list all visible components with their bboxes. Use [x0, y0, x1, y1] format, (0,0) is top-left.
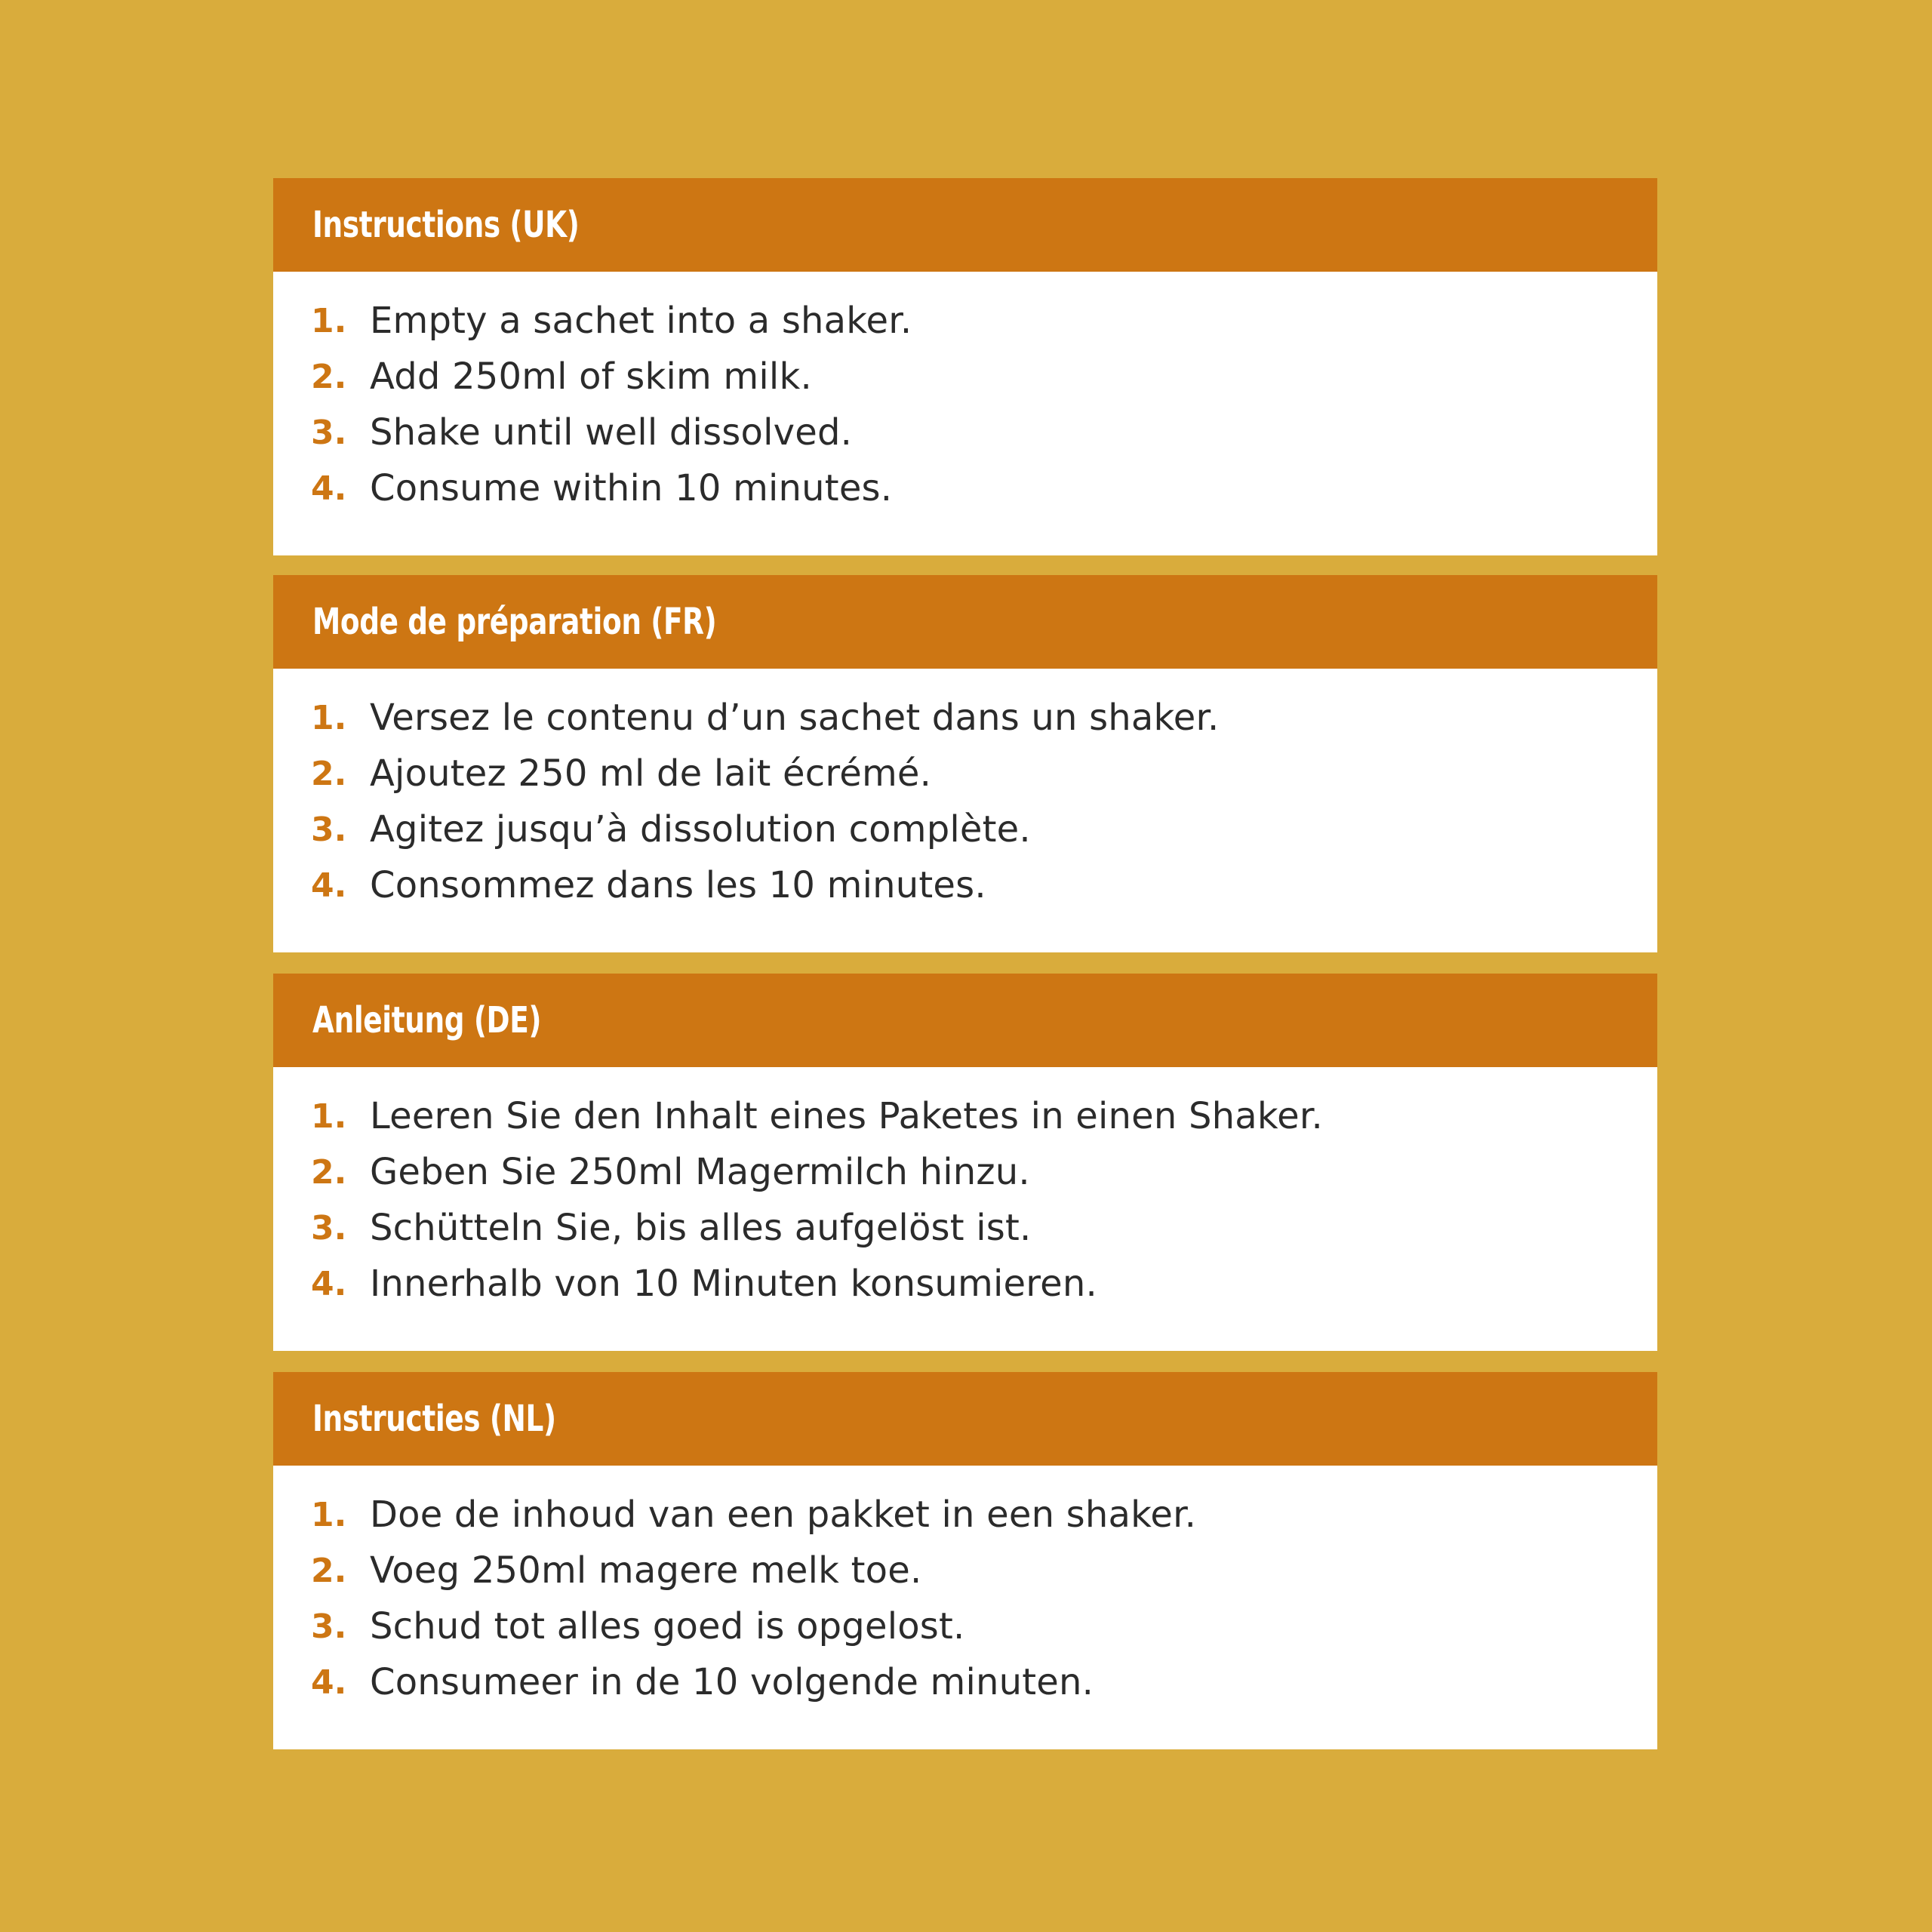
- step-text: Agitez jusqu’à dissolution complète.: [370, 808, 1031, 851]
- step-text: Schütteln Sie, bis alles aufgelöst ist.: [370, 1207, 1032, 1249]
- step-text: Consume within 10 minutes.: [370, 467, 893, 509]
- list-item: [273, 405, 1657, 460]
- section-header: [273, 1372, 1657, 1466]
- step-number: 1.: [311, 1495, 347, 1534]
- list-item: [273, 1487, 1657, 1543]
- steps-list: [273, 272, 1657, 555]
- step-number: 3.: [311, 810, 347, 849]
- step-number: 4.: [311, 1663, 347, 1702]
- step-text: Consommez dans les 10 minutes.: [370, 864, 986, 906]
- list-item: [273, 1543, 1657, 1598]
- list-item: [273, 801, 1657, 857]
- list-item: [273, 1144, 1657, 1200]
- steps-list: [273, 669, 1657, 952]
- section-title: Anleitung (DE): [312, 999, 542, 1041]
- section-nl: [273, 1372, 1657, 1749]
- section-title: Mode de préparation (FR): [312, 601, 717, 643]
- step-number: 3.: [311, 413, 347, 452]
- step-text: Ajoutez 250 ml de lait écrémé.: [370, 752, 932, 795]
- step-number: 4.: [311, 1264, 347, 1303]
- step-text: Schud tot alles goed is opgelost.: [370, 1605, 965, 1647]
- step-text: Versez le contenu d’un sachet dans un shaker.: [370, 697, 1220, 739]
- list-item: [273, 1654, 1657, 1710]
- step-number: 4.: [311, 866, 347, 905]
- section-header: [273, 575, 1657, 669]
- list-item: [273, 1200, 1657, 1256]
- list-item: [273, 1598, 1657, 1654]
- section-header: [273, 178, 1657, 272]
- list-item: [273, 690, 1657, 746]
- step-number: 2.: [311, 357, 347, 396]
- list-item: [273, 1088, 1657, 1144]
- step-number: 3.: [311, 1208, 347, 1247]
- list-item: [273, 349, 1657, 405]
- step-number: 1.: [311, 698, 347, 737]
- step-number: 2.: [311, 754, 347, 793]
- list-item: [273, 857, 1657, 913]
- list-item: [273, 460, 1657, 516]
- list-item: [273, 293, 1657, 349]
- step-text: Leeren Sie den Inhalt eines Paketes in einen Shaker.: [370, 1095, 1323, 1137]
- step-text: Doe de inhoud van een pakket in een shaker.: [370, 1494, 1197, 1536]
- section-uk: [273, 178, 1657, 555]
- steps-list: [273, 1466, 1657, 1749]
- step-number: 3.: [311, 1607, 347, 1646]
- step-number: 2.: [311, 1152, 347, 1192]
- step-text: Add 250ml of skim milk.: [370, 355, 812, 398]
- section-de: [273, 974, 1657, 1351]
- step-text: Consumeer in de 10 volgende minuten.: [370, 1661, 1094, 1703]
- step-text: Geben Sie 250ml Magermilch hinzu.: [370, 1151, 1030, 1193]
- step-number: 1.: [311, 301, 347, 340]
- step-text: Innerhalb von 10 Minuten konsumieren.: [370, 1263, 1097, 1305]
- step-text: Shake until well dissolved.: [370, 411, 853, 454]
- step-text: Voeg 250ml magere melk toe.: [370, 1549, 922, 1592]
- section-fr: [273, 575, 1657, 952]
- step-text: Empty a sachet into a shaker.: [370, 300, 912, 342]
- steps-list: [273, 1067, 1657, 1351]
- section-header: [273, 974, 1657, 1067]
- step-number: 4.: [311, 469, 347, 508]
- list-item: [273, 746, 1657, 801]
- list-item: [273, 1256, 1657, 1312]
- section-title: Instructions (UK): [312, 204, 580, 246]
- step-number: 1.: [311, 1097, 347, 1136]
- step-number: 2.: [311, 1551, 347, 1590]
- section-title: Instructies (NL): [312, 1398, 556, 1440]
